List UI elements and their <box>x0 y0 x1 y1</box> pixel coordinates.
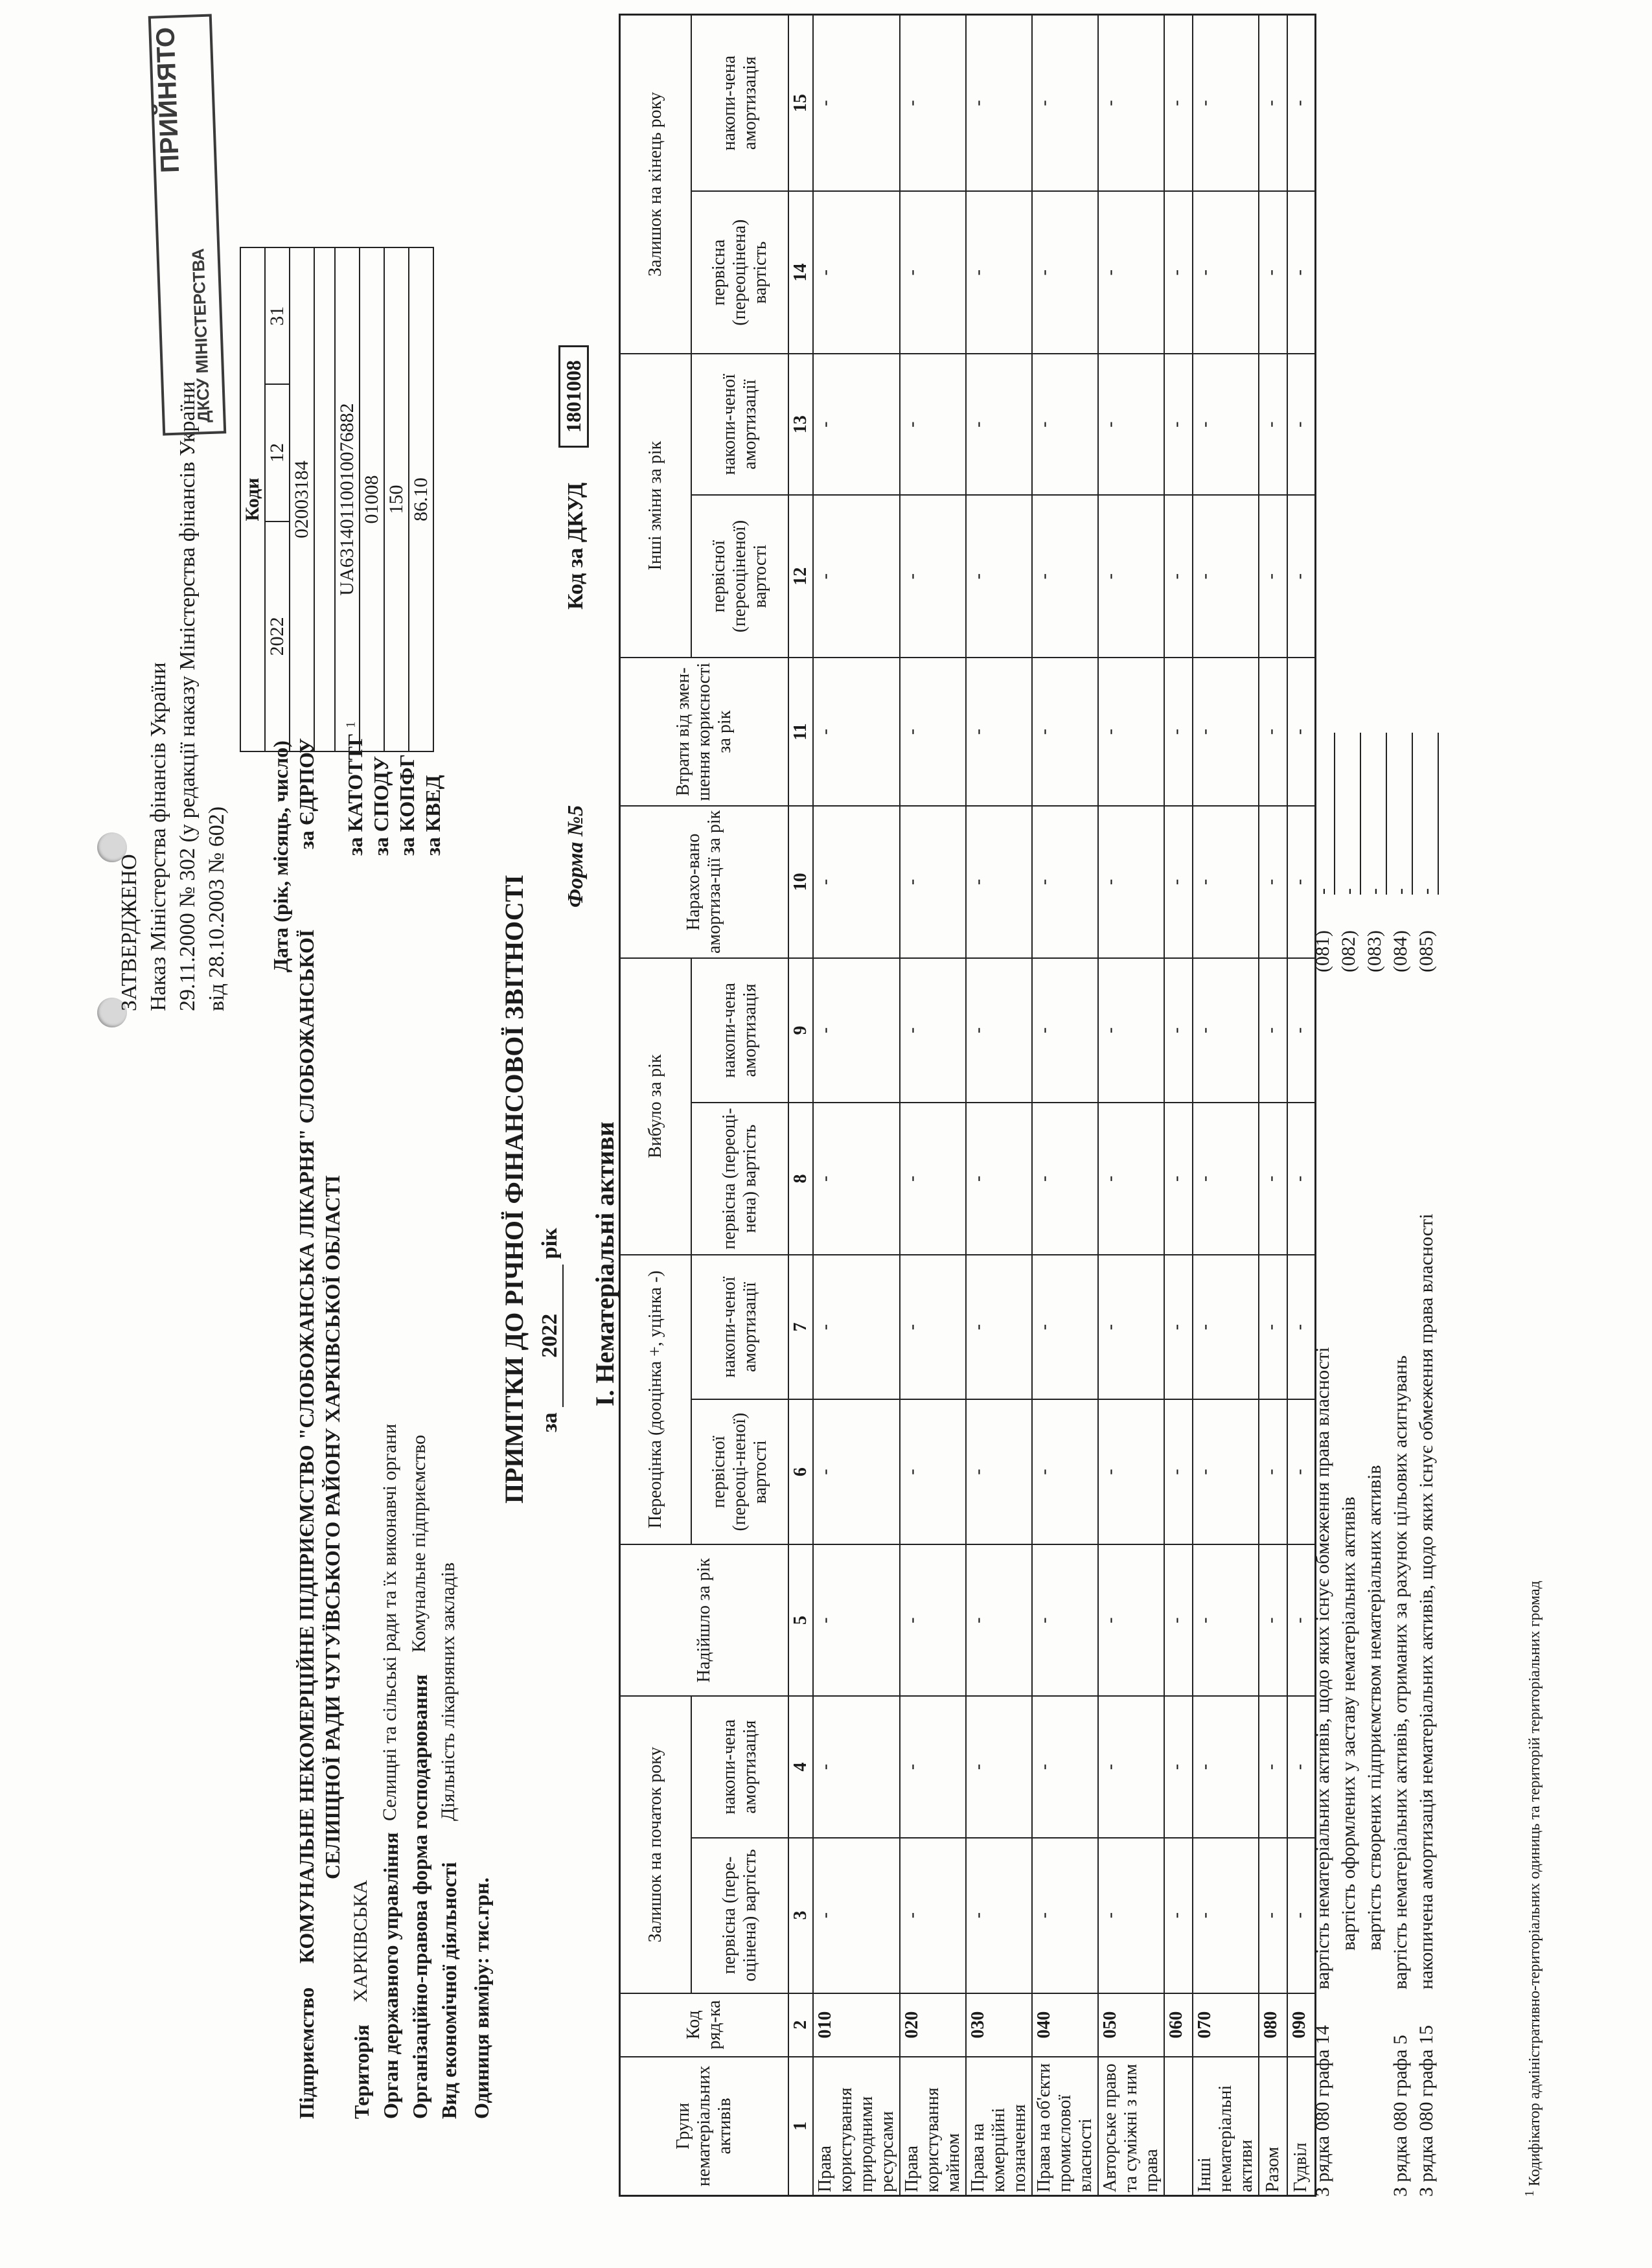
authority-label: Орган державного управління <box>379 1832 402 2119</box>
row-value-cell: - <box>1193 806 1259 958</box>
row-value-cell: - <box>1259 495 1287 658</box>
intangible-assets-table <box>619 14 1316 2197</box>
column-number: 10 <box>788 806 813 958</box>
note-prefix: З рядка 080 графа 5 <box>1390 2035 1411 2197</box>
row-value-cell: - <box>1287 191 1316 354</box>
dkud-label: Код за ДКУД <box>564 482 588 610</box>
note-value: - <box>1364 733 1387 895</box>
row-value-cell: - <box>1193 15 1259 192</box>
row-value-cell: - <box>1032 1696 1098 1837</box>
note-value: - <box>1416 733 1439 895</box>
row-value-cell: - <box>1032 806 1098 958</box>
note-text: вартість створених підприємством нематеріальних активів <box>1364 1465 1385 1951</box>
header-groups: Групи нематеріальних активів <box>620 2057 788 2196</box>
row-group-name: Інші нематеріальні активи <box>1193 2057 1259 2196</box>
table-row <box>1032 15 1098 2196</box>
katottg-label-text: за КАТОТТГ <box>343 733 367 856</box>
row-group-name: Права на комерційні позначення <box>966 2057 1032 2196</box>
row-value-cell: - <box>1287 1399 1316 1544</box>
row-value-cell: - <box>1032 658 1098 806</box>
row-code: 040 <box>1032 1993 1098 2057</box>
row-code: 080 <box>1259 1993 1287 2057</box>
note-value: - <box>1312 733 1335 895</box>
row-value-cell: - <box>1259 1696 1287 1837</box>
katottg-value: UA63140110010076882 <box>335 247 360 751</box>
sub-begin-accum: накопи-чена амортизація <box>691 1696 788 1837</box>
row-value-cell: - <box>900 191 966 354</box>
note-row <box>1416 14 1441 2197</box>
column-number: 13 <box>788 354 813 495</box>
period-year-suffix: рік <box>538 1228 562 1259</box>
row-value-cell: - <box>1164 958 1193 1103</box>
row-value-cell: - <box>966 1696 1032 1837</box>
territory-value: ХАРКІВСЬКА <box>350 1880 371 2002</box>
form-number: Форма №5 <box>564 805 588 908</box>
row-value-cell: - <box>900 958 966 1103</box>
row-value-cell: - <box>1287 354 1316 495</box>
authority-value: Селищні та сільські ради та їх виконавчі органи <box>379 1423 400 1821</box>
table-row <box>900 15 966 2196</box>
enterprise-name-line-1: КОМУНАЛЬНЕ НЕКОМЕРЦІЙНЕ ПІДПРИЄМСТВО "СЛОБОЖАНСЬКА ЛІКАРНЯ" СЛОБОЖАНСЬКОЇ <box>295 929 318 1964</box>
row-value-cell: - <box>1193 1696 1259 1837</box>
kopfg-value: 150 <box>384 247 409 751</box>
activity-value: Діяльність лікарняних закладів <box>437 1562 459 1821</box>
row-value-cell: - <box>966 1838 1032 1993</box>
column-number: 5 <box>788 1544 813 1697</box>
report-title: ПРИМІТКИ ДО РІЧНОЇ ФІНАНСОВОЇ ЗВІТНОСТІ <box>499 875 529 1504</box>
row-group-name: Гудвіл <box>1287 2057 1316 2196</box>
row-value-cell: - <box>1259 1838 1287 1993</box>
row-value-cell: - <box>1164 1255 1193 1400</box>
column-number: 15 <box>788 15 813 192</box>
report-period <box>538 1228 564 1432</box>
row-value-cell: - <box>1259 1399 1287 1544</box>
row-value-cell: - <box>1164 495 1193 658</box>
codes-katottg-row <box>335 247 360 751</box>
codes-spacer <box>314 247 335 751</box>
edrpou-value: 02003184 <box>290 247 314 751</box>
kopfg-label: за КОПФГ <box>395 754 419 856</box>
row-value-cell: - <box>900 15 966 192</box>
header-impairment: Втрати від змен-шення корисності за рік <box>620 658 788 806</box>
approval-line-2: 29.11.2000 № 302 (у редакції наказу Міністерства фінансів України <box>176 381 200 1011</box>
row-value-cell: - <box>1193 1103 1259 1255</box>
row-value-cell: - <box>1287 958 1316 1103</box>
column-numbers-row <box>788 15 813 2196</box>
row-value-cell: - <box>1098 495 1164 658</box>
row-value-cell: - <box>1193 1544 1259 1697</box>
row-value-cell: - <box>1259 1103 1287 1255</box>
row-value-cell: - <box>1193 1255 1259 1400</box>
row-value-cell: - <box>1032 1103 1098 1255</box>
row-value-cell: - <box>900 658 966 806</box>
row-value-cell: - <box>900 1399 966 1544</box>
header-revaluation: Переоцінка (дооцінка +, уцінка -) <box>620 1255 691 1544</box>
table-row <box>813 15 900 2196</box>
row-value-cell: - <box>900 1103 966 1255</box>
row-value-cell: - <box>1098 1255 1164 1400</box>
header-amortization: Нарахо-вано амортиза-ції за рік <box>620 806 788 958</box>
row-value-cell: - <box>1259 354 1287 495</box>
kved-label: за КВЕД <box>421 775 444 856</box>
row-group-name: Права на об'єкти промислової власності <box>1032 2057 1098 2196</box>
row-value-cell: - <box>1032 354 1098 495</box>
note-code: (084) <box>1390 930 1411 972</box>
header-received: Надійшло за рік <box>620 1544 788 1697</box>
row-value-cell: - <box>966 495 1032 658</box>
codes-header-row <box>240 247 265 751</box>
katottg-footnote-mark: 1 <box>343 721 358 728</box>
column-number: 11 <box>788 658 813 806</box>
unit-label: Одиниця виміру: тис.грн. <box>470 1877 493 2119</box>
row-value-cell: - <box>966 191 1032 354</box>
date-label: Дата (рік, місяць, число) <box>269 740 292 972</box>
row-value-cell: - <box>1287 806 1316 958</box>
codes-date-row <box>265 247 290 751</box>
period-year: 2022 <box>538 1265 564 1407</box>
row-code: 010 <box>813 1993 900 2057</box>
row-value-cell: - <box>1193 658 1259 806</box>
row-value-cell: - <box>1287 495 1316 658</box>
sub-begin-initial: первісна (пере-оцінена) вартість <box>691 1838 788 1993</box>
row-value-cell: - <box>1032 1255 1098 1400</box>
row-value-cell: - <box>813 1399 900 1544</box>
row-value-cell: - <box>966 658 1032 806</box>
codes-edrpou-row <box>290 247 314 751</box>
row-value-cell: - <box>1032 958 1098 1103</box>
note-value: - <box>1338 733 1361 895</box>
column-number: 7 <box>788 1255 813 1400</box>
row-value-cell: - <box>900 1696 966 1837</box>
row-value-cell: - <box>900 354 966 495</box>
row-value-cell: - <box>1287 1696 1316 1837</box>
footnote-mark: 1 <box>1522 2190 1537 2197</box>
column-number: 8 <box>788 1103 813 1255</box>
row-value-cell: - <box>966 1103 1032 1255</box>
row-code: 060 <box>1164 1993 1193 2057</box>
row-group-name <box>1164 2057 1193 2196</box>
sub-end-initial: первісна (переоцінена) вартість <box>691 191 788 354</box>
period-for-label: за <box>538 1412 562 1432</box>
row-value-cell: - <box>1098 958 1164 1103</box>
row-value-cell: - <box>1164 1399 1193 1544</box>
table-row <box>1164 15 1193 2196</box>
sub-disp-accum: накопи-чена амортизація <box>691 958 788 1103</box>
sub-disp-initial: первісна (переоці-нена) вартість <box>691 1103 788 1255</box>
sub-end-accum: накопи-чена амортизація <box>691 15 788 192</box>
sub-reval-initial: первісної (переоці-неної) вартості <box>691 1399 788 1544</box>
note-value: - <box>1390 733 1413 895</box>
row-code: 050 <box>1098 1993 1164 2057</box>
row-value-cell: - <box>1259 191 1287 354</box>
row-value-cell: - <box>813 1255 900 1400</box>
column-number: 2 <box>788 1993 813 2057</box>
column-number: 9 <box>788 958 813 1103</box>
row-value-cell: - <box>966 958 1032 1103</box>
footnote <box>1522 1581 1544 2197</box>
territory-label: Територія <box>350 2024 373 2119</box>
stamp-line-2: ДКСУ МІНІСТЕРСТВА <box>188 247 214 423</box>
row-value-cell: - <box>900 1838 966 1993</box>
row-value-cell: - <box>900 1255 966 1400</box>
row-value-cell: - <box>1032 1399 1098 1544</box>
row-value-cell: - <box>966 15 1032 192</box>
row-code: 090 <box>1287 1993 1316 2057</box>
row-value-cell: - <box>1259 658 1287 806</box>
row-value-cell: - <box>813 15 900 192</box>
column-number: 14 <box>788 191 813 354</box>
codes-spodu-row <box>360 247 384 751</box>
row-value-cell: - <box>1098 1696 1164 1837</box>
table-row <box>1193 15 1259 2196</box>
column-number: 3 <box>788 1838 813 1993</box>
table-header-row-1 <box>620 15 691 2196</box>
row-value-cell: - <box>1287 1103 1316 1255</box>
codes-header: Коди <box>240 247 265 751</box>
row-value-cell: - <box>966 354 1032 495</box>
row-value-cell: - <box>966 806 1032 958</box>
enterprise-label: Підприємство <box>295 1987 318 2119</box>
column-number: 1 <box>788 2057 813 2196</box>
notes-block <box>1312 14 1441 2197</box>
note-prefix: З рядка 080 графа 15 <box>1416 2025 1437 2197</box>
row-value-cell: - <box>1098 1103 1164 1255</box>
date-year: 2022 <box>265 521 290 751</box>
row-value-cell: - <box>813 658 900 806</box>
table-row <box>1287 15 1316 2196</box>
row-value-cell: - <box>1259 1544 1287 1697</box>
sub-reval-accum: накопи-ченої амортизації <box>691 1255 788 1400</box>
column-number: 6 <box>788 1399 813 1544</box>
row-value-cell: - <box>813 354 900 495</box>
row-value-cell: - <box>1193 958 1259 1103</box>
row-value-cell: - <box>1164 658 1193 806</box>
stamp-line-1: ПРИЙНЯТО <box>151 27 185 174</box>
row-value-cell: - <box>1164 1103 1193 1255</box>
row-value-cell: - <box>1287 15 1316 192</box>
row-value-cell: - <box>1259 958 1287 1103</box>
note-row <box>1312 14 1338 2197</box>
row-value-cell: - <box>1098 806 1164 958</box>
row-group-name: Права користування майном <box>900 2057 966 2196</box>
note-row <box>1364 14 1390 2197</box>
edrpou-label: за ЄДРПОУ <box>295 738 318 849</box>
header-end: Залишок на кінець року <box>620 15 691 354</box>
row-value-cell: - <box>813 806 900 958</box>
approval-line-3: від 28.10.2003 № 602) <box>205 806 229 1011</box>
row-value-cell: - <box>1164 354 1193 495</box>
row-value-cell: - <box>1164 1838 1193 1993</box>
header-code: Код ряд-ка <box>620 1993 788 2057</box>
row-value-cell: - <box>1287 1544 1316 1697</box>
row-value-cell: - <box>1193 1838 1259 1993</box>
row-value-cell: - <box>1032 15 1098 192</box>
row-value-cell: - <box>1259 806 1287 958</box>
table-row <box>966 15 1032 2196</box>
header-other-changes: Інші зміни за рік <box>620 354 691 658</box>
sub-other-accum: накопи-ченої амортизації <box>691 354 788 495</box>
row-value-cell: - <box>1164 1696 1193 1837</box>
row-value-cell: - <box>1164 1544 1193 1697</box>
row-value-cell: - <box>1098 1399 1164 1544</box>
column-number: 12 <box>788 495 813 658</box>
enterprise-name-line-2: СЕЛИЩНОЇ РАДИ ЧУГУЇВСЬКОГО РАЙОНУ ХАРКІВСЬКОЇ ОБЛАСТІ <box>321 1174 344 1879</box>
note-text: вартість оформлених у заставу нематеріальних активів <box>1338 1496 1359 1951</box>
table-header-row-2 <box>691 15 788 2196</box>
row-value-cell: - <box>1032 495 1098 658</box>
header-begin: Залишок на початок року <box>620 1696 691 1993</box>
row-value-cell: - <box>966 1544 1032 1697</box>
row-value-cell: - <box>1098 1544 1164 1697</box>
row-value-cell: - <box>1164 191 1193 354</box>
activity-label: Вид економічної діяльності <box>437 1862 461 2119</box>
row-value-cell: - <box>1032 1544 1098 1697</box>
table-row <box>1098 15 1164 2196</box>
codes-table <box>240 247 434 752</box>
row-value-cell: - <box>1193 191 1259 354</box>
row-code: 070 <box>1193 1993 1259 2057</box>
row-value-cell: - <box>813 958 900 1103</box>
row-value-cell: - <box>1164 806 1193 958</box>
row-value-cell: - <box>813 1838 900 1993</box>
spodu-label: за СПОДУ <box>369 755 393 856</box>
table-body <box>813 15 1316 2196</box>
row-value-cell: - <box>1287 658 1316 806</box>
row-value-cell: - <box>1098 354 1164 495</box>
row-value-cell: - <box>1164 15 1193 192</box>
note-text: вартість нематеріальних активів, щодо яких існує обмеження права власності <box>1312 1347 1333 1989</box>
row-value-cell: - <box>1032 191 1098 354</box>
note-text: накопичена амортизація нематеріальних активів, щодо яких існує обмеження права власності <box>1416 1213 1437 1989</box>
row-value-cell: - <box>1193 495 1259 658</box>
row-value-cell: - <box>813 1544 900 1697</box>
row-group-name: Авторське право та суміжні з ним права <box>1098 2057 1164 2196</box>
row-value-cell: - <box>900 806 966 958</box>
legal-form-value: Комунальне підприємство <box>408 1434 430 1653</box>
sub-other-initial: первісної (переоціненої) вартості <box>691 495 788 658</box>
row-value-cell: - <box>813 1696 900 1837</box>
row-value-cell: - <box>1193 1399 1259 1544</box>
row-value-cell: - <box>966 1399 1032 1544</box>
row-value-cell: - <box>813 1103 900 1255</box>
codes-kved-row <box>409 247 433 751</box>
row-value-cell: - <box>900 1544 966 1697</box>
row-code: 020 <box>900 1993 966 2057</box>
legal-form-label: Організаційно-правова форма господарювання <box>408 1674 431 2119</box>
row-value-cell: - <box>1259 1255 1287 1400</box>
date-day: 31 <box>265 247 290 384</box>
table-row <box>1259 15 1287 2196</box>
column-number: 4 <box>788 1696 813 1837</box>
kved-value: 86.10 <box>409 247 433 751</box>
note-row <box>1338 14 1364 2197</box>
dkud-value: 1801008 <box>558 345 589 448</box>
row-value-cell: - <box>1098 1838 1164 1993</box>
row-value-cell: - <box>1287 1838 1316 1993</box>
approval-line-1: Наказ Міністерства фінансів України <box>146 662 170 1011</box>
row-value-cell: - <box>813 191 900 354</box>
footnote-text: Кодифікатор адміністративно-територіальних одиниць та територій територіальних громад <box>1526 1581 1543 2186</box>
note-code: (082) <box>1338 930 1359 972</box>
row-value-cell: - <box>1287 1255 1316 1400</box>
row-value-cell: - <box>1098 191 1164 354</box>
codes-spacer-row <box>314 247 335 751</box>
note-code: (085) <box>1416 930 1437 972</box>
codes-kopfg-row <box>384 247 409 751</box>
note-prefix: З рядка 080 графа 14 <box>1312 2025 1333 2197</box>
row-code: 030 <box>966 1993 1032 2057</box>
spodu-value: 01008 <box>360 247 384 751</box>
row-value-cell: - <box>1098 658 1164 806</box>
header-disposed: Вибуло за рік <box>620 958 691 1255</box>
row-value-cell: - <box>813 495 900 658</box>
note-row <box>1390 14 1416 2197</box>
approval-title: ЗАТВЕРДЖЕНО <box>117 854 141 1011</box>
row-group-name: Разом <box>1259 2057 1287 2196</box>
section-title: І. Нематеріальні активи <box>590 1121 619 1406</box>
row-group-name: Права користування природними ресурсами <box>813 2057 900 2196</box>
row-value-cell: - <box>1259 15 1287 192</box>
date-month: 12 <box>265 384 290 521</box>
row-value-cell: - <box>1193 354 1259 495</box>
acceptance-stamp <box>148 14 227 435</box>
note-text: вартість нематеріальних активів, отриманих за рахунок цільових асигнувань <box>1390 1355 1411 1989</box>
row-value-cell: - <box>1098 15 1164 192</box>
note-code: (083) <box>1364 930 1385 972</box>
note-code: (081) <box>1312 930 1333 972</box>
row-value-cell: - <box>900 495 966 658</box>
row-value-cell: - <box>966 1255 1032 1400</box>
row-value-cell: - <box>1032 1838 1098 1993</box>
